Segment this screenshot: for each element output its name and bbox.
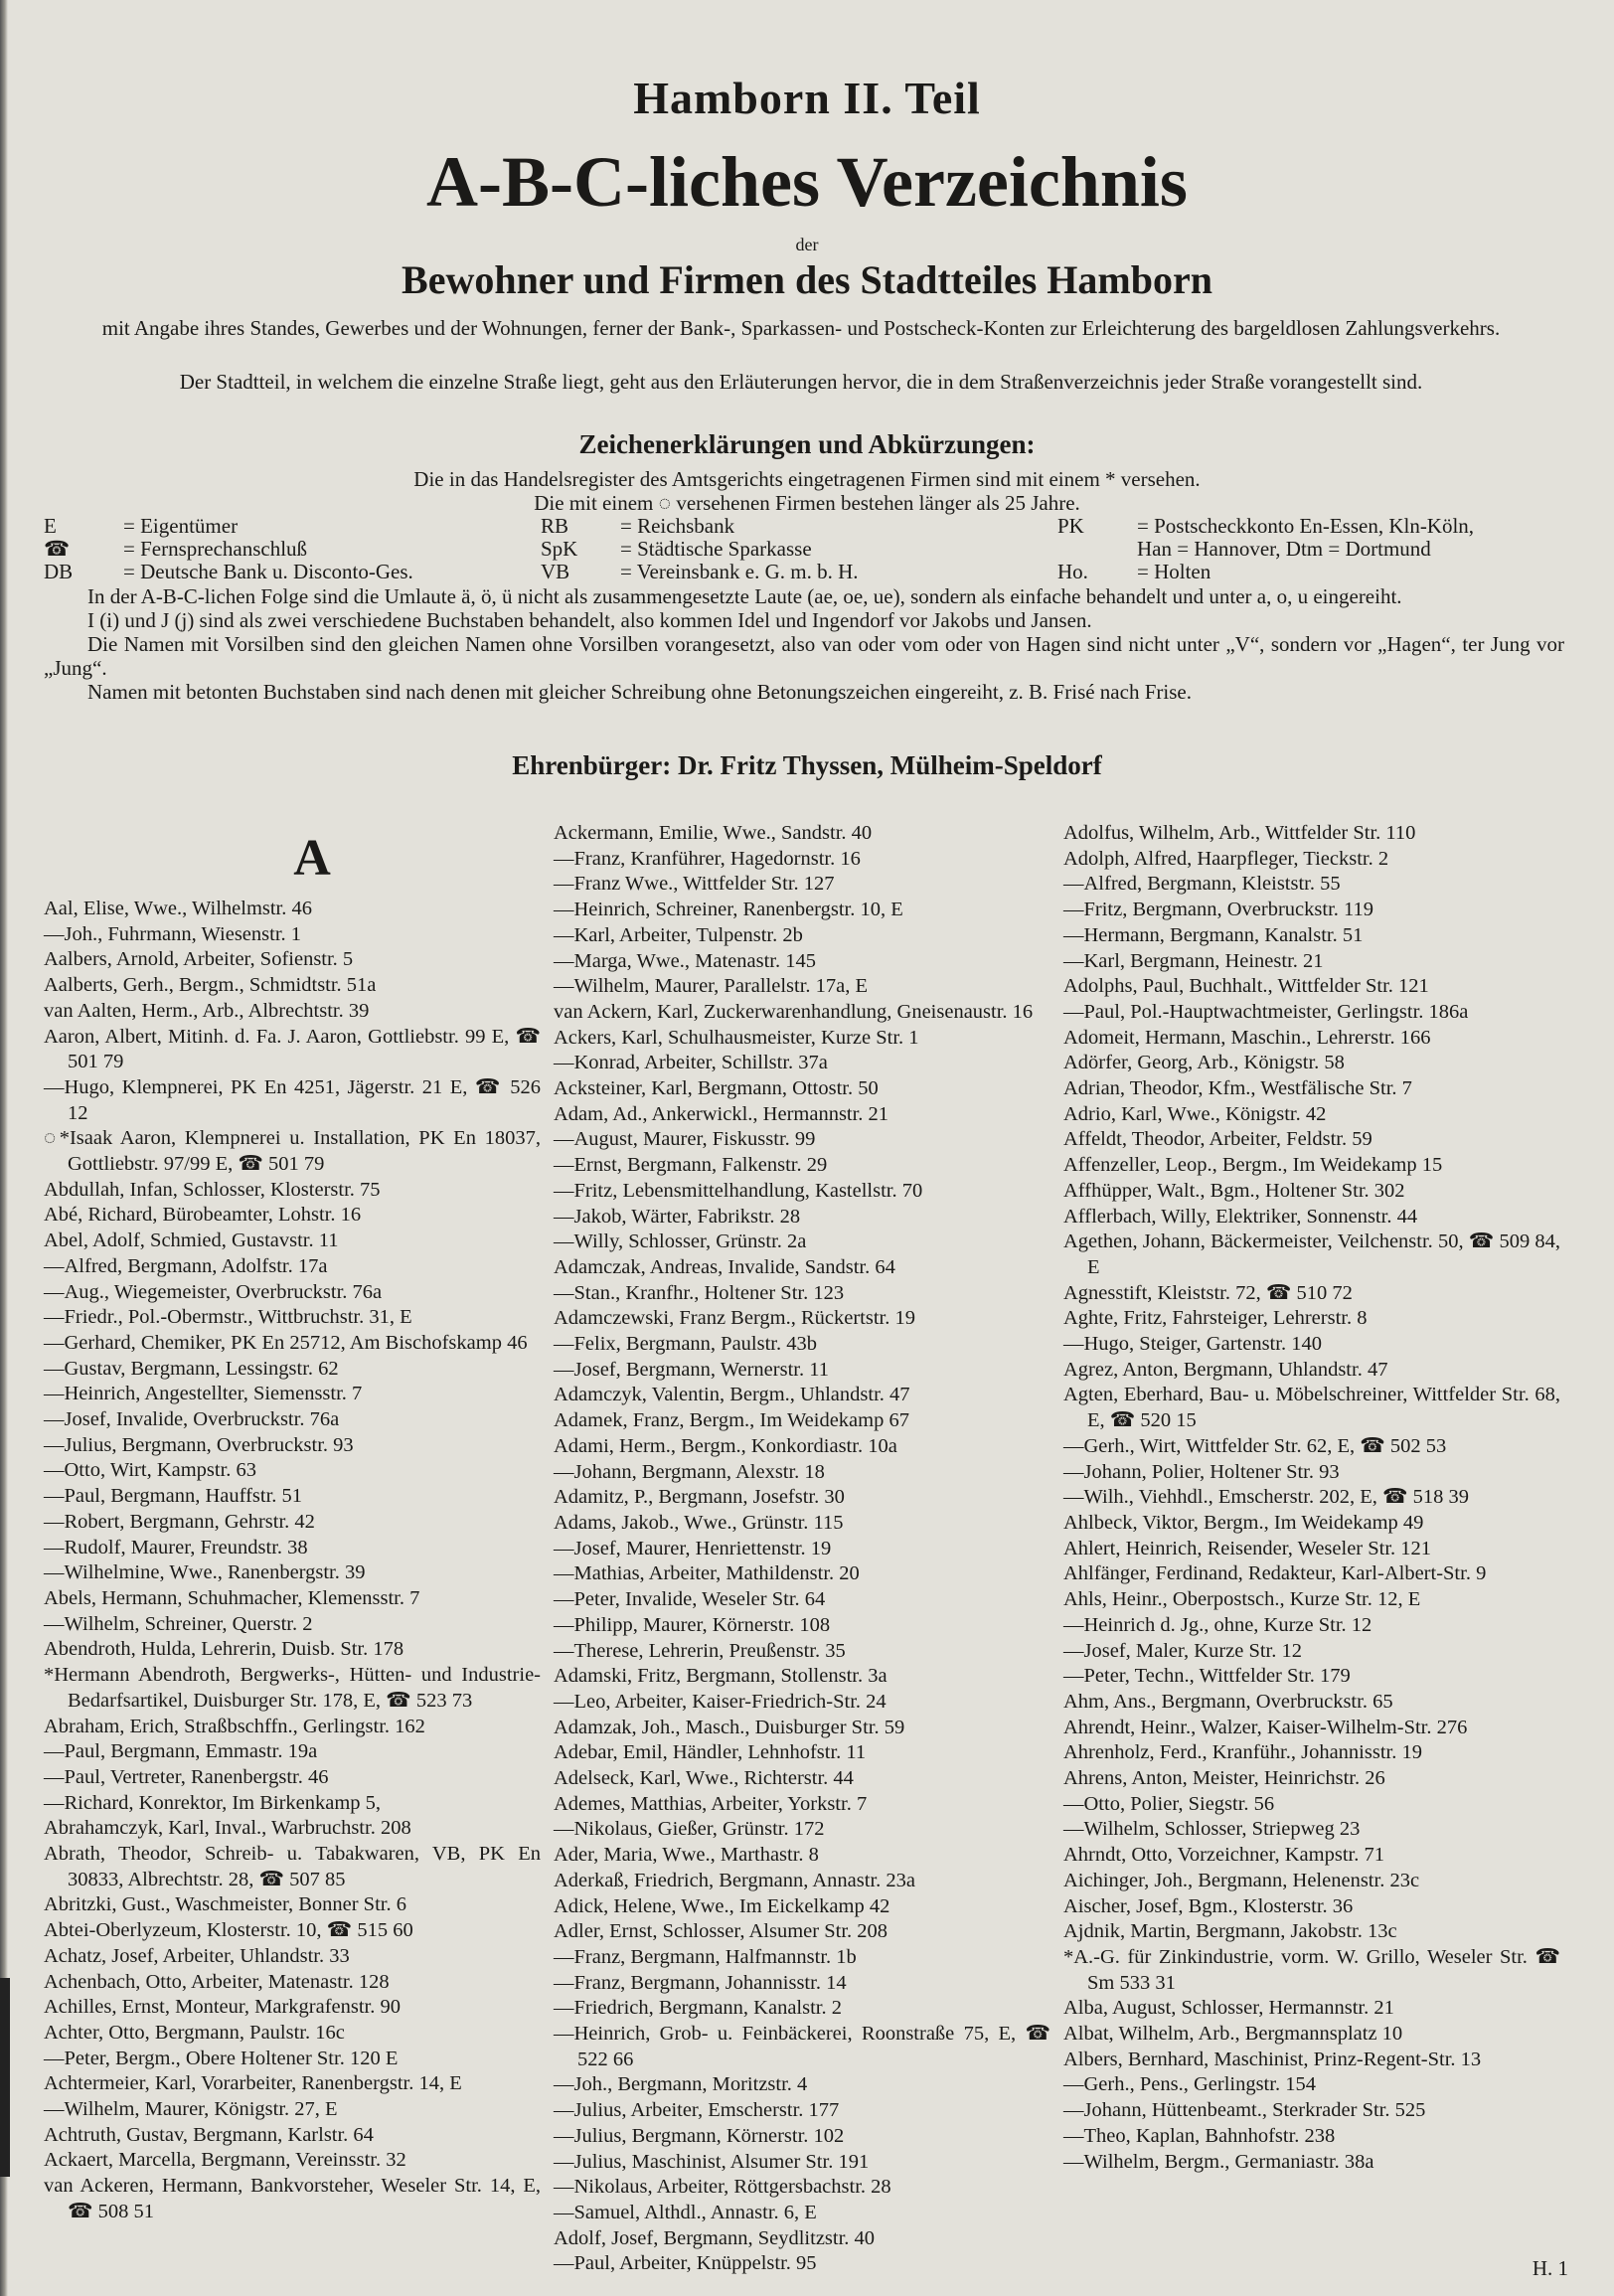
legend-title: Zeichenerklärungen und Abkürzungen: [578, 429, 1036, 459]
legend-note-register: Die in das Handelsregister des Amtsgerichts eingetragenen Firmen sind mit einem * versehen. [413, 467, 1201, 491]
directory-entry: Ahlert, Heinrich, Reisender, Weseler Str. 121 [1063, 1537, 1432, 1559]
directory-entry: —Mathias, Arbeiter, Mathildenstr. 20 [554, 1562, 860, 1585]
directory-entry: Affenzeller, Leop., Bergm., Im Weidekamp 15 [1063, 1154, 1443, 1177]
directory-entry: —Hugo, Steiger, Gartenstr. 140 [1063, 1333, 1322, 1356]
directory-entry: —Karl, Bergmann, Heinestr. 21 [1063, 949, 1324, 972]
directory-entry: —Konrad, Arbeiter, Schillstr. 37a [554, 1052, 828, 1074]
directory-entry: Ackermann, Emilie, Wwe., Sandstr. 40 [554, 822, 873, 844]
directory-entry: —Theo, Kaplan, Bahnhofstr. 238 [1063, 2124, 1336, 2147]
legend-abbreviation: RB [541, 514, 569, 538]
directory-entry: —Willy, Schlosser, Grünstr. 2a [554, 1230, 807, 1253]
directory-entry: —Marga, Wwe., Matenastr. 145 [554, 949, 816, 972]
directory-entry: Adamczak, Andreas, Invalide, Sandstr. 64 [554, 1255, 895, 1278]
directory-entry: Adamczyk, Valentin, Bergm., Uhlandstr. 47 [554, 1384, 910, 1406]
directory-entry: Abrahamczyk, Karl, Inval., Warbruchstr. 208 [44, 1817, 411, 1840]
directory-entry: Adolph, Alfred, Haarpfleger, Tieckstr. 2 [1063, 847, 1389, 870]
directory-entry: —Julius, Maschinist, Alsumer Str. 191 [554, 2150, 870, 2173]
directory-entry: —August, Maurer, Fiskusstr. 99 [554, 1128, 816, 1151]
directory-entry: Ahrenholz, Ferd., Kranführ., Johannisstr. 19 [1063, 1741, 1422, 1764]
directory-entry: Ahls, Heinr., Oberpostsch., Kurze Str. 12, E [1063, 1588, 1421, 1611]
ordering-note: Die Namen mit Vorsilben sind den gleichen Namen ohne Vorsilben vorangesetzt, also van oder vom oder von Hagen sind nicht unter „V“, sondern vor „Hagen“, ter Jung vor „Jung“. [44, 632, 1564, 680]
directory-entry: Adams, Jakob., Wwe., Grünstr. 115 [554, 1511, 844, 1534]
directory-entry: —Hermann, Bergmann, Kanalstr. 51 [1063, 923, 1364, 946]
legend-entry [541, 561, 1057, 583]
directory-entry: —Wilhelm, Bergm., Germaniastr. 38a [1063, 2150, 1374, 2173]
legend-row [44, 561, 1564, 583]
ordering-note: Namen mit betonten Buchstaben sind nach denen mit gleicher Schreibung ohne Betonungszeichen eingereiht, z. B. Frisé nach Frise. [87, 680, 1192, 704]
directory-entry: —Joh., Bergmann, Moritzstr. 4 [554, 2073, 808, 2096]
district-note: Der Stadtteil, in welchem die einzelne Straße liegt, geht aus den Erläuterungen hervor, die in dem Straßenverzeichnis jeder Straße vorangestellt sind. [179, 370, 1423, 394]
directory-entry: Aischer, Josef, Bgm., Klosterstr. 36 [1063, 1894, 1354, 1917]
directory-entry: —Peter, Techn., Wittfelder Str. 179 [1063, 1665, 1351, 1688]
page-title: Hamborn II. Teil [633, 73, 981, 123]
directory-entry: Acksteiner, Karl, Bergmann, Ottostr. 50 [554, 1077, 879, 1100]
legend-entry [541, 538, 1057, 561]
directory-entry: Adamski, Fritz, Bergmann, Stollenstr. 3a [554, 1665, 888, 1688]
directory-entry: Aal, Elise, Wwe., Wilhelmstr. 46 [44, 898, 313, 919]
directory-entry: Aichinger, Joh., Bergmann, Helenenstr. 23c [1063, 1869, 1420, 1891]
directory-entry: Abel, Adolf, Schmied, Gustavstr. 11 [44, 1230, 339, 1252]
directory-entry: Adamitz, P., Bergmann, Josefstr. 30 [554, 1486, 845, 1509]
directory-entry: —Wilhelm, Schreiner, Querstr. 2 [44, 1612, 313, 1635]
directory-entry: Achenbach, Otto, Arbeiter, Matenastr. 128 [44, 1970, 390, 1993]
legend-meaning: = Fernsprechanschluß [123, 537, 308, 561]
scan-binding-mark [0, 1978, 10, 2177]
directory-entry: —Friedrich, Bergmann, Kanalstr. 2 [554, 1997, 842, 2020]
directory-entry: Aaron, Albert, Mitinh. d. Fa. J. Aaron, Gottliebstr. 99 E, ☎ 501 79 [44, 1025, 541, 1073]
directory-entry: Ajdnik, Martin, Bergmann, Jakobstr. 13c [1063, 1920, 1397, 1943]
directory-entry: Adick, Helene, Wwe., Im Eickelkamp 42 [554, 1894, 890, 1917]
directory-entry: —Paul, Arbeiter, Knüppelstr. 95 [554, 2252, 817, 2275]
legend-meaning: = Vereinsbank e. G. m. b. H. [620, 560, 859, 583]
directory-entry: —Julius, Bergmann, Overbruckstr. 93 [44, 1433, 354, 1456]
directory-entry: —Julius, Bergmann, Körnerstr. 102 [554, 2124, 845, 2147]
directory-entry: Achtruth, Gustav, Bergmann, Karlstr. 64 [44, 2123, 374, 2146]
directory-entry: Adörfer, Georg, Arb., Königstr. 58 [1063, 1052, 1345, 1074]
directory-entry: Adomeit, Hermann, Maschin., Lehrerstr. 166 [1063, 1026, 1431, 1049]
directory-entry: —Wilhelm, Schlosser, Striepweg 23 [1063, 1818, 1361, 1841]
directory-entry: Ackaert, Marcella, Bergmann, Vereinsstr. 32 [44, 2149, 406, 2172]
directory-entry: —Philipp, Maurer, Körnerstr. 108 [554, 1613, 831, 1636]
directory-entry: —Peter, Bergm., Obere Holtener Str. 120 E [44, 2047, 399, 2069]
directory-entry: —Karl, Arbeiter, Tulpenstr. 2b [554, 923, 803, 946]
directory-entry: Aalbers, Arnold, Arbeiter, Sofienstr. 5 [44, 948, 354, 971]
directory-entry: Abé, Richard, Bürobeamter, Lohstr. 16 [44, 1204, 362, 1227]
directory-entry: —Paul, Pol.-Hauptwachtmeister, Gerlingstr. 186a [1063, 1000, 1469, 1023]
section-letter: A [293, 830, 331, 887]
legend-meaning: Han = Hannover, Dtm = Dortmund [1137, 537, 1431, 561]
directory-entry: —Heinrich, Schreiner, Ranenbergstr. 10, E [554, 899, 903, 921]
abbreviation-legend [44, 515, 1564, 583]
legend-abbreviation: VB [541, 560, 570, 583]
directory-entry: *A.-G. für Zinkindustrie, vorm. W. Grillo, Weseler Str. ☎ Sm 533 31 [1063, 1945, 1560, 1994]
directory-entry: —Hugo, Klempnerei, PK En 4251, Jägerstr. 21 E, ☎ 526 12 [44, 1075, 541, 1124]
legend-entry [1057, 538, 1564, 561]
legend-abbreviation: Ho. [1057, 560, 1088, 583]
directory-entry: —Gustav, Bergmann, Lessingstr. 62 [44, 1357, 339, 1380]
legend-meaning: = Holten [1137, 560, 1211, 583]
directory-entry: —Alfred, Bergmann, Adolfstr. 17a [44, 1254, 328, 1277]
legend-entry [1057, 515, 1564, 538]
directory-entry: van Ackeren, Hermann, Bankvorsteher, Weseler Str. 14, E, ☎ 508 51 [44, 2175, 541, 2222]
directory-entry: Aderkaß, Friedrich, Bergmann, Annastr. 23a [554, 1869, 915, 1891]
directory-entry: —Peter, Invalide, Weseler Str. 64 [554, 1588, 826, 1611]
directory-entry: Agethen, Johann, Bäckermeister, Veilchenstr. 50, ☎ 509 84, E [1063, 1230, 1560, 1278]
directory-entry: Adamczewski, Franz Bergm., Rückertstr. 19 [554, 1307, 915, 1330]
directory-entry: —Josef, Maurer, Henriettenstr. 19 [554, 1537, 832, 1559]
directory-entry: Adebar, Emil, Händler, Lehnhofstr. 11 [554, 1741, 867, 1764]
directory-entry: —Julius, Arbeiter, Emscherstr. 177 [554, 2099, 840, 2122]
ordering-note: In der A-B-C-lichen Folge sind die Umlaute ä, ö, ü nicht als zusammengesetzte Laute (ae, oe, ue), sondern als einfache behandelt und unter a, o, u eingereiht. [87, 584, 1402, 608]
directory-entry: —Leo, Arbeiter, Kaiser-Friedrich-Str. 24 [554, 1690, 887, 1713]
directory-entry: Ahlfänger, Ferdinand, Redakteur, Karl-Albert-Str. 9 [1063, 1562, 1487, 1585]
directory-entry: Abels, Hermann, Schuhmacher, Klemensstr. 7 [44, 1586, 420, 1609]
directory-entry: Abendroth, Hulda, Lehrerin, Duisb. Str. 178 [44, 1638, 404, 1661]
legend-note-25-years: Die mit einem ◌ versehenen Firmen bestehen länger als 25 Jahre. [534, 491, 1080, 515]
directory-entry: van Ackern, Karl, Zuckerwarenhandlung, Gneisenaustr. 16 [554, 1000, 1034, 1023]
directory-entry: Achilles, Ernst, Monteur, Markgrafenstr. 90 [44, 1996, 401, 2019]
intro-paragraph: mit Angabe ihres Standes, Gewerbes und der Wohnungen, ferner der Bank-, Sparkassen- und Postscheck-Konten zur Erleichterung des bargeldlosen Zahlungsverkehrs. [101, 316, 1501, 340]
directory-entry: Achtermeier, Karl, Vorarbeiter, Ranenbergstr. 14, E [44, 2072, 462, 2095]
directory-entry: Achter, Otto, Bergmann, Paulstr. 16c [44, 2021, 345, 2044]
ordering-notes [44, 584, 1564, 704]
directory-entry: Albers, Bernhard, Maschinist, Prinz-Regent-Str. 13 [1063, 2048, 1482, 2070]
directory-entry: Adami, Herm., Bergm., Konkordiastr. 10a [554, 1434, 897, 1457]
directory-entry: —Johann, Hüttenbeamt., Sterkrader Str. 525 [1063, 2099, 1426, 2122]
directory-entry: Adrio, Karl, Wwe., Königstr. 42 [1063, 1102, 1327, 1125]
directory-entry: —Felix, Bergmann, Paulstr. 43b [554, 1333, 817, 1356]
ordering-note: I (i) und J (j) sind als zwei verschiedene Buchstaben behandelt, also kommen Idel und Ingendorf vor Jakobs und Jansen. [87, 608, 1092, 632]
directory-entry: —Josef, Invalide, Overbruckstr. 76a [44, 1408, 340, 1431]
directory-entry: Agnesstift, Kleiststr. 72, ☎ 510 72 [1063, 1281, 1353, 1304]
scan-edge-shadow [0, 0, 8, 2296]
directory-entry: Agten, Eberhard, Bau- u. Möbelschreiner, Wittfelder Str. 68, E, ☎ 520 15 [1063, 1384, 1560, 1432]
directory-entry: ◌*Isaak Aaron, Klempnerei u. Installation, PK En 18037, Gottliebstr. 97/99 E, ☎ 501 79 [44, 1127, 541, 1176]
directory-entry: Adolphs, Paul, Buchhalt., Wittfelder Str. 121 [1063, 975, 1429, 998]
directory-entry: Ahrendt, Heinr., Walzer, Kaiser-Wilhelm-Str. 276 [1063, 1716, 1468, 1738]
legend-meaning: = Städtische Sparkasse [620, 537, 812, 561]
legend-abbreviation: ☎ [44, 537, 71, 561]
directory-entry: —Wilhelm, Maurer, Parallelstr. 17a, E [554, 975, 869, 998]
directory-entry: Adler, Ernst, Schlosser, Alsumer Str. 208 [554, 1920, 888, 1943]
legend-row [44, 538, 1564, 561]
directory-entry: —Stan., Kranfhr., Holtener Str. 123 [554, 1281, 845, 1304]
directory-entry: Aghte, Fritz, Fahrsteiger, Lehrerstr. 8 [1063, 1307, 1368, 1330]
page-number: H. 1 [1532, 2256, 1568, 2280]
directory-entry: *Hermann Abendroth, Bergwerks-, Hütten- und Industrie-Bedarfsartikel, Duisburger Str. 178, E, ☎ 523 73 [44, 1664, 541, 1712]
directory-entry: Ademes, Matthias, Arbeiter, Yorkstr. 7 [554, 1792, 868, 1815]
directory-entry: —Wilh., Viehhdl., Emscherstr. 202, E, ☎ 518 39 [1063, 1486, 1470, 1509]
directory-entry: —Rudolf, Maurer, Freundstr. 38 [44, 1536, 308, 1558]
directory-entry: —Alfred, Bergmann, Kleiststr. 55 [1063, 873, 1341, 896]
legend-abbreviation: PK [1057, 514, 1084, 538]
directory-entry: Adolfus, Wilhelm, Arb., Wittfelder Str. 110 [1063, 822, 1416, 844]
directory-column-2 [554, 821, 1050, 2277]
directory-entry: Affeldt, Theodor, Arbeiter, Feldstr. 59 [1063, 1128, 1372, 1151]
directory-entry: Adamek, Franz, Bergm., Im Weidekamp 67 [554, 1409, 909, 1432]
directory-entry: —Franz Wwe., Wittfelder Str. 127 [554, 873, 835, 896]
directory-entry: Adam, Ad., Ankerwickl., Hermannstr. 21 [554, 1102, 889, 1125]
directory-entry: Ahm, Ans., Bergmann, Overbruckstr. 65 [1063, 1690, 1393, 1713]
legend-entry [44, 515, 541, 538]
directory-entry: —Fritz, Lebensmittelhandlung, Kastellstr. 70 [554, 1179, 923, 1202]
legend-entry [541, 515, 1057, 538]
title-connector: der [795, 235, 819, 254]
directory-entry: —Otto, Wirt, Kampstr. 63 [44, 1459, 257, 1482]
directory-entry: —Ernst, Bergmann, Falkenstr. 29 [554, 1154, 828, 1177]
directory-entry: —Paul, Vertreter, Ranenbergstr. 46 [44, 1765, 329, 1788]
directory-entry: —Johann, Polier, Holtener Str. 93 [1063, 1460, 1340, 1483]
legend-meaning: = Reichsbank [620, 514, 735, 538]
legend-entry [44, 561, 541, 583]
directory-entry: —Robert, Bergmann, Gehrstr. 42 [44, 1510, 315, 1533]
directory-entry: Adelseck, Karl, Wwe., Richterstr. 44 [554, 1767, 854, 1790]
directory-entry: —Nikolaus, Arbeiter, Röttgersbachstr. 28 [554, 2176, 891, 2199]
directory-entry: —Wilhelm, Maurer, Königstr. 27, E [44, 2098, 338, 2121]
directory-entry: Adamzak, Joh., Masch., Duisburger Str. 59 [554, 1716, 905, 1738]
directory-entry: —Richard, Konrektor, Im Birkenkamp 5, [44, 1791, 382, 1814]
directory-entry: van Aalten, Herm., Arb., Albrechtstr. 39 [44, 999, 370, 1022]
directory-entry: Ahlbeck, Viktor, Bergm., Im Weidekamp 49 [1063, 1511, 1424, 1534]
directory-entry: —Heinrich, Grob- u. Feinbäckerei, Roonstraße 75, E, ☎ 522 66 [554, 2023, 1050, 2070]
directory-entry: —Friedr., Pol.-Obermstr., Wittbruchstr. 31, E [44, 1306, 412, 1329]
honorary-citizen: Ehrenbürger: Dr. Fritz Thyssen, Mülheim-Speldorf [512, 750, 1102, 780]
directory-entry: Abtei-Oberlyzeum, Klosterstr. 10, ☎ 515 60 [44, 1919, 413, 1942]
directory-entry: Ackers, Karl, Schulhausmeister, Kurze Str. 1 [554, 1026, 919, 1049]
directory-entry: Ahrndt, Otto, Vorzeichner, Kampstr. 71 [1063, 1844, 1384, 1867]
directory-entry: Abritzki, Gust., Waschmeister, Bonner Str. 6 [44, 1893, 406, 1916]
legend-row [44, 515, 1564, 538]
directory-entry: Achatz, Josef, Arbeiter, Uhlandstr. 33 [44, 1944, 350, 1967]
directory-entry: Alba, August, Schlosser, Hermannstr. 21 [1063, 1997, 1394, 2020]
directory-entry: —Franz, Bergmann, Johannisstr. 14 [554, 1971, 847, 1994]
directory-heading: Bewohner und Firmen des Stadtteiles Hamborn [402, 257, 1212, 302]
legend-entry [44, 538, 541, 561]
directory-entry: —Therese, Lehrerin, Preußenstr. 35 [554, 1639, 846, 1662]
directory-entry: —Joh., Fuhrmann, Wiesenstr. 1 [44, 922, 302, 945]
directory-entry: —Samuel, Althdl., Annastr. 6, E [554, 2201, 817, 2223]
legend-abbreviation: DB [44, 560, 74, 583]
directory-entry: —Gerhard, Chemiker, PK En 25712, Am Bischofskamp 46 [44, 1331, 528, 1354]
directory-entry: Aalberts, Gerh., Bergm., Schmidtstr. 51a [44, 974, 377, 997]
legend-meaning: = Postscheckkonto En-Essen, Kln-Köln, [1137, 514, 1475, 538]
directory-entry: —Jakob, Wärter, Fabrikstr. 28 [554, 1205, 801, 1228]
directory-column-1 [44, 821, 541, 2225]
directory-entry: Abraham, Erich, Straßbschffn., Gerlingstr. 162 [44, 1715, 425, 1737]
directory-column-3 [1063, 821, 1560, 2175]
legend-entry [1057, 561, 1564, 583]
directory-entry: —Josef, Bergmann, Wernerstr. 11 [554, 1358, 829, 1381]
directory-entry: —Wilhelmine, Wwe., Ranenbergstr. 39 [44, 1561, 366, 1584]
directory-entry: Ader, Maria, Wwe., Marthastr. 8 [554, 1844, 819, 1867]
legend-abbreviation: E [44, 514, 57, 538]
directory-entry: —Aug., Wiegemeister, Overbruckstr. 76a [44, 1280, 383, 1303]
directory-entry: Albat, Wilhelm, Arb., Bergmannsplatz 10 [1063, 2023, 1403, 2046]
directory-entry: —Fritz, Bergmann, Overbruckstr. 119 [1063, 899, 1374, 921]
directory-entry: —Nikolaus, Gießer, Grünstr. 172 [554, 1818, 825, 1841]
directory-entry: —Heinrich d. Jg., ohne, Kurze Str. 12 [1063, 1613, 1372, 1636]
directory-entry: Adrian, Theodor, Kfm., Westfälische Str. 7 [1063, 1077, 1412, 1100]
directory-entry: —Josef, Maler, Kurze Str. 12 [1063, 1639, 1303, 1662]
directory-entry: Affhüpper, Walt., Bgm., Holtener Str. 302 [1063, 1179, 1405, 1202]
directory-entry: —Johann, Bergmann, Alexstr. 18 [554, 1460, 825, 1483]
directory-entry: —Heinrich, Angestellter, Siemensstr. 7 [44, 1383, 363, 1405]
directory-entry: —Paul, Bergmann, Hauffstr. 51 [44, 1485, 303, 1508]
legend-meaning: = Deutsche Bank u. Disconto-Ges. [123, 560, 413, 583]
directory-title: A-B-C-liches Verzeichnis [426, 142, 1188, 222]
legend-meaning: = Eigentümer [123, 514, 239, 538]
directory-entry: —Gerh., Pens., Gerlingstr. 154 [1063, 2073, 1316, 2096]
directory-entry: —Otto, Polier, Siegstr. 56 [1063, 1792, 1275, 1815]
directory-entry: —Paul, Bergmann, Emmastr. 19a [44, 1740, 318, 1763]
directory-entry: —Gerh., Wirt, Wittfelder Str. 62, E, ☎ 502 53 [1063, 1434, 1447, 1457]
directory-entry: Adolf, Josef, Bergmann, Seydlitzstr. 40 [554, 2226, 876, 2249]
directory-entry: Agrez, Anton, Bergmann, Uhlandstr. 47 [1063, 1358, 1388, 1381]
directory-entry: —Franz, Kranführer, Hagedornstr. 16 [554, 847, 861, 870]
legend-abbreviation: SpK [541, 537, 578, 561]
directory-entry: Afflerbach, Willy, Elektriker, Sonnenstr. 44 [1063, 1205, 1418, 1228]
directory-entry: —Franz, Bergmann, Halfmannstr. 1b [554, 1945, 857, 1968]
directory-entry: Abdullah, Infan, Schlosser, Klosterstr. 75 [44, 1178, 381, 1201]
directory-entry: Abrath, Theodor, Schreib- u. Tabakwaren, VB, PK En 30833, Albrechtstr. 28, ☎ 507 85 [44, 1843, 541, 1890]
directory-entry: Ahrens, Anton, Meister, Heinrichstr. 26 [1063, 1767, 1385, 1790]
